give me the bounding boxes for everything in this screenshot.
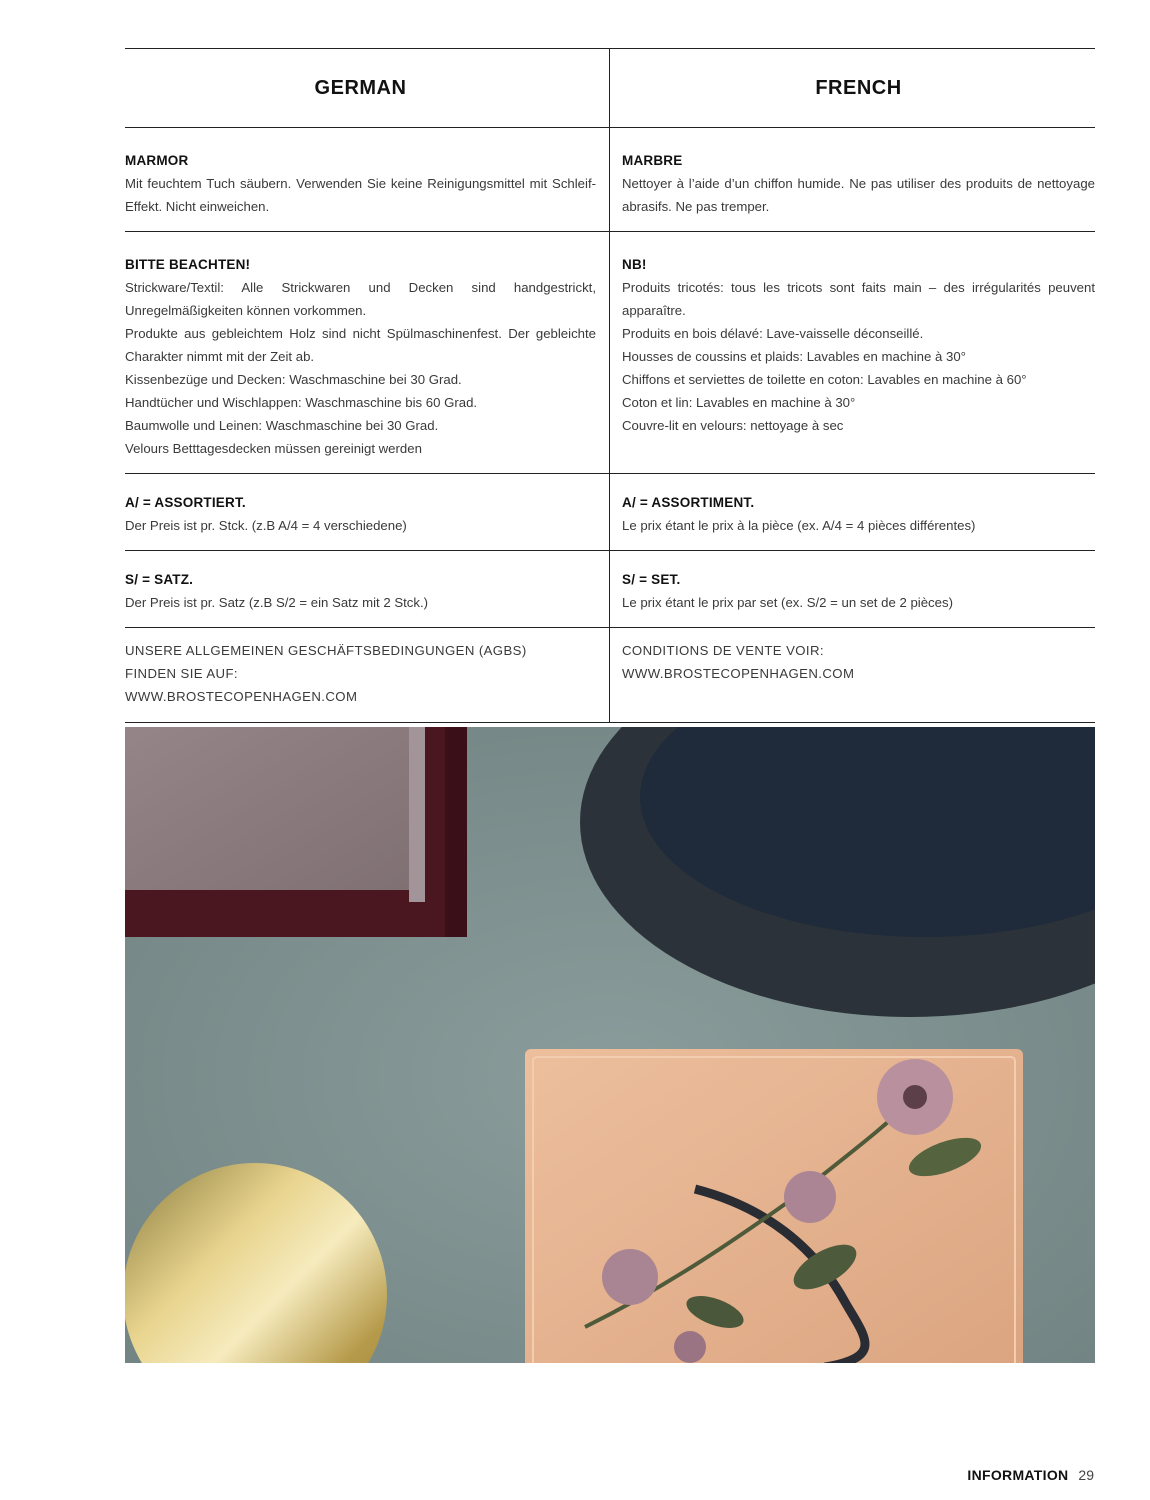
table-row-notes [125,232,1095,474]
cell-text: Housses de coussins et plaids: Lavables en machine à 30° [622,349,966,364]
cell-fr-notes [610,232,1095,473]
terms-text: CONDITIONS DE VENTE VOIR: [622,643,824,658]
cell-de-terms [125,628,610,722]
cell-text: Produkte aus gebleichtem Holz sind nicht Spülmaschinenfest. Der gebleichte Charakter nimmt mit der Zeit ab. [125,326,596,364]
cell-title: MARMOR [125,153,189,168]
cell-title: A/ = ASSORTIMENT. [622,495,755,510]
cell-title: A/ = ASSORTIERT. [125,495,246,510]
mauve-tray-rim [409,727,425,902]
cell-de-marble [125,128,610,231]
terms-text: UNSERE ALLGEMEINEN GESCHÄFTSBEDINGUNGEN (AGBS) [125,643,527,658]
product-photo [125,727,1095,1363]
terms-text: FINDEN SIE AUF: [125,666,238,681]
table-row-set [125,551,1095,628]
cell-text: Produits en bois délavé: Lave-vaisselle déconseillé. [622,326,924,341]
cell-text: Der Preis ist pr. Satz (z.B S/2 = ein Satz mit 2 Stck.) [125,595,429,610]
cell-text: Produits tricotés: tous les tricots sont faits main – des irrégularités peuvent apparaître. [622,280,1095,318]
cell-de-set [125,551,610,627]
cell-text: Nettoyer à l’aide d’un chiffon humide. Ne pas utiliser des produits de nettoyage abrasifs. Ne pas tremper. [622,176,1095,214]
cell-title: BITTE BEACHTEN! [125,257,251,272]
cell-text: Kissenbezüge und Decken: Waschmaschine bei 30 Grad. [125,372,462,387]
cell-text: Coton et lin: Lavables en machine à 30° [622,395,856,410]
cell-text: Handtücher und Wischlappen: Waschmaschine bis 60 Grad. [125,395,478,410]
terms-link[interactable]: WWW.BROSTECOPENHAGEN.COM [125,689,358,704]
flower [784,1171,836,1223]
cell-fr-marble [610,128,1095,231]
table-header-row [125,49,1095,128]
flower [602,1249,658,1305]
burgundy-tray-edge [445,727,467,937]
table-row-marble [125,128,1095,232]
cell-text: Le prix étant le prix à la pièce (ex. A/4 = 4 pièces différentes) [622,518,976,533]
cell-title: MARBRE [622,153,683,168]
cell-de-assorted [125,474,610,550]
tableware-still-life-illustration [125,727,1095,1363]
cell-fr-set [610,551,1095,627]
cell-text: Strickware/Textil: Alle Strickwaren und Decken sind handgestrickt, Unregelmäßigkeiten können vorkommen. [125,280,596,318]
flower-bud [674,1331,706,1363]
flower-center [903,1085,927,1109]
page-number: 29 [1078,1467,1094,1483]
cell-text: Baumwolle und Leinen: Waschmaschine bei 30 Grad. [125,418,439,433]
table-row-assorted [125,474,1095,551]
cell-text: Chiffons et serviettes de toilette en coton: Lavables en machine à 60° [622,372,1027,387]
cell-text: Couvre-lit en velours: nettoyage à sec [622,418,844,433]
mauve-tray [125,727,415,890]
page-footer [967,1467,1094,1483]
cell-de-notes [125,232,610,473]
cell-title: NB! [622,257,647,272]
cell-text: Mit feuchtem Tuch säubern. Verwenden Sie keine Reinigungsmittel mit Schleif-Effekt. Nicht einweichen. [125,176,596,214]
header-german: GERMAN [125,49,610,127]
cell-fr-terms [610,628,1095,722]
terms-link[interactable]: WWW.BROSTECOPENHAGEN.COM [622,666,855,681]
header-french: FRENCH [815,76,902,99]
cell-title: S/ = SET. [622,572,681,587]
table-row-terms [125,628,1095,723]
cell-fr-assorted [610,474,1095,550]
cell-text: Der Preis ist pr. Stck. (z.B A/4 = 4 verschiedene) [125,518,407,533]
cell-text: Velours Betttagesdecken müssen gereinigt werden [125,441,422,456]
cell-title: S/ = SATZ. [125,572,194,587]
care-info-table [125,48,1095,723]
section-label: INFORMATION [967,1467,1069,1483]
cell-text: Le prix étant le prix par set (ex. S/2 = un set de 2 pièces) [622,595,953,610]
